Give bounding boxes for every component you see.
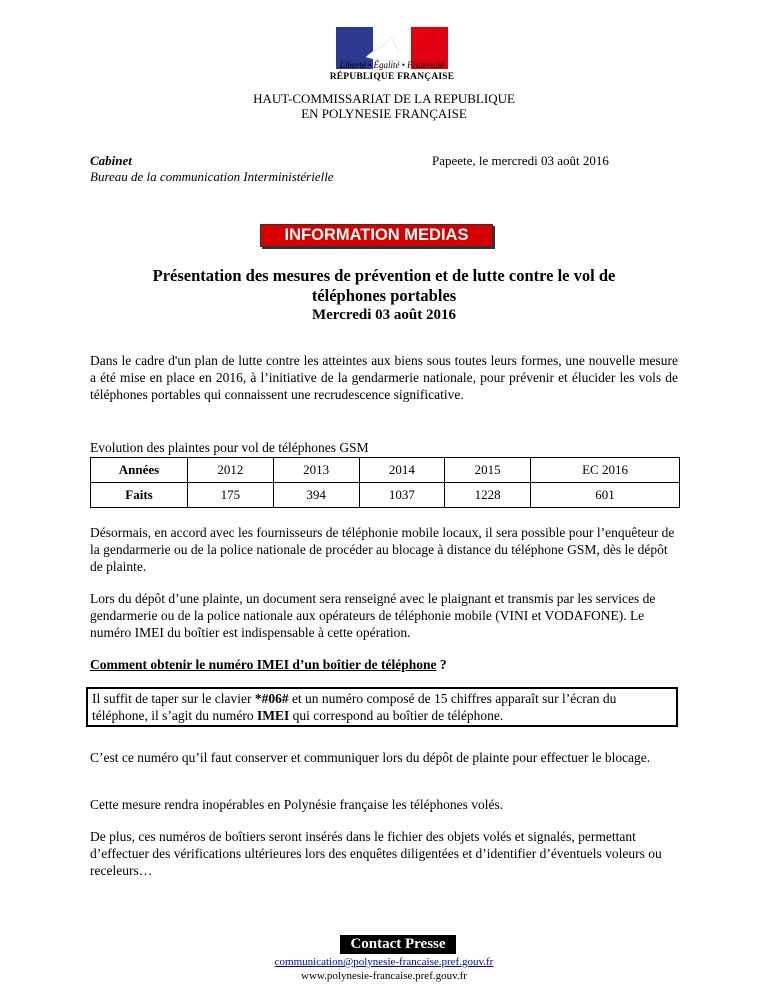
table-row [91,483,680,508]
table-row [91,458,680,483]
table-cell: 2014 [359,458,445,483]
document-title [90,266,678,306]
row-label-facts: Faits [91,483,188,508]
contact-presse-label: Contact Presse [340,935,456,954]
imei-question [90,656,678,673]
table-cell: EC 2016 [531,458,680,483]
table-cell: 1228 [445,483,531,508]
paragraph-inoperable: Cette mesure rendra inopérables en Polynésie française les téléphones volés. [90,797,504,812]
table-caption: Evolution des plaintes pour vol de téléphones GSM [90,440,369,455]
imei-instruction-box [86,687,678,727]
table-cell: 175 [188,483,274,508]
paragraph-procedure: Lors du dépôt d’une plainte, un document sera renseigné avec le plaignant et transmis par les services de gendarmerie ou de la police nationale aux opérateurs de téléphonie mobile (VINI et VODAFONE). Le numéro IMEI du boîtier est indispensable à cette opération. [90,591,656,640]
imei-label: IMEI [256,708,290,723]
republic-motto: Liberté • Égalité • Fraternité [339,60,445,70]
row-label-years: Années [91,458,188,483]
paragraph-keep-number: C’est ce numéro qu’il faut conserver et communiquer lors du dépôt de plainte pour effectuer le blocage. [90,750,651,765]
paragraph-database: De plus, ces numéros de boîtiers seront insérés dans le fichier des objets volés et signalés, permettant d’effectuer des vérifications ultérieures lors des enquêtes diligentées et d’identifier d’éventuels voleurs ou receleurs… [90,829,662,878]
cabinet-label: Cabinet [90,153,132,168]
table-cell: 601 [531,483,680,508]
box-text-2: et un numéro composé de 15 chiffres apparaît sur l’écran du téléphone, il s’agit du numéro [92,691,617,723]
table-cell: 2015 [445,458,531,483]
sender-block [90,153,334,185]
intro-paragraph: Dans le cadre d'un plan de lutte contre les atteintes aux biens sous toutes leurs formes, une nouvelle mesure a été mise en place en 2016, à l’initiative de la gendarmerie nationale, pour prévenir et élucider les vols de téléphones portables qui connaissent une recrudescence significative. [90,353,678,402]
question-mark: ? [436,657,447,672]
date-line: Papeete, le mercredi 03 août 2016 [432,153,609,168]
republic-name: RÉPUBLIQUE FRANÇAISE [329,72,455,82]
bureau-label: Bureau de la communication Interministérielle [90,169,334,184]
table-cell: 394 [273,483,359,508]
title-line-2: téléphones portables [311,286,457,305]
contact-email-link[interactable]: communication@polynesie-francaise.pref.gouv.fr [274,956,494,968]
box-text-1: Il suffit de taper sur le clavier [92,691,255,706]
org-line-2: EN POLYNESIE FRANÇAISE [301,106,467,121]
imei-question-text: Comment obtenir le numéro IMEI d’un boîtier de téléphone [90,657,437,672]
table-cell: 2012 [188,458,274,483]
title-line-1: Présentation des mesures de prévention et de lutte contre le vol de [152,266,616,285]
complaints-table [90,457,680,508]
box-text-3: qui correspond au boîtier de téléphone. [289,708,504,723]
table-cell: 2013 [273,458,359,483]
imei-code: *#06# [254,691,289,706]
information-medias-banner: INFORMATION MEDIAS [260,224,493,247]
document-subtitle: Mercredi 03 août 2016 [311,307,456,323]
table-cell: 1037 [359,483,445,508]
org-line-1: HAUT-COMMISSARIAT DE LA REPUBLIQUE [253,91,515,106]
paragraph-blocking: Désormais, en accord avec les fournisseurs de téléphonie mobile locaux, il sera possible pour l’enquêteur de la gendarmerie ou de la police nationale de procéder au blocage à distance du téléphone GSM, dès le dépôt de plainte. [90,525,675,574]
website-link[interactable]: www.polynesie-francaise.pref.gouv.fr [301,970,467,982]
